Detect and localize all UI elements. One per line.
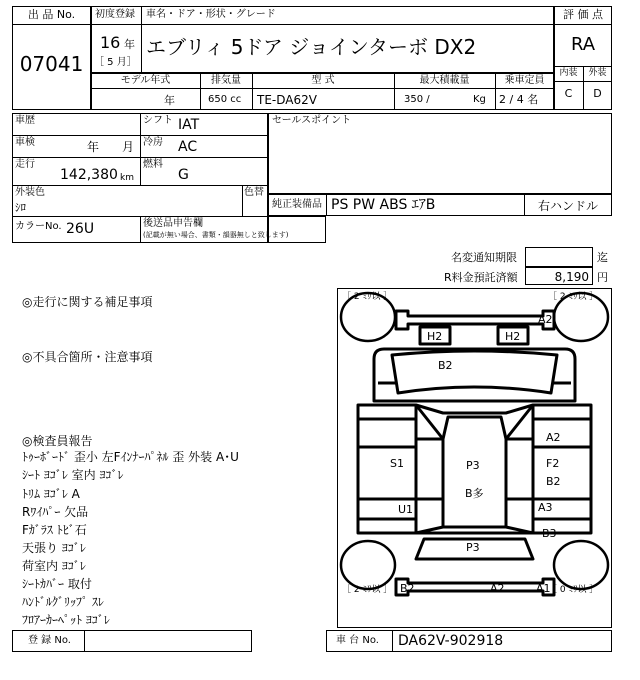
inspector-line: ﾄｩｰﾎﾞｰﾄﾞ 歪小 左Fｲﾝﾅｰﾊﾟﾈﾙ 歪 外装 A･U xyxy=(22,450,239,464)
damage-mark: B多 xyxy=(465,487,484,500)
displacement-label: 排気量 xyxy=(211,75,241,86)
inspector-line: 荷室内 ﾖｺﾞﾚ xyxy=(22,559,86,573)
damage-mark: F2 xyxy=(546,457,560,470)
max-load-unit: Kg xyxy=(473,94,486,105)
tire-depth-rear-left: ［ 2 ﾐﾘ以 ］ xyxy=(342,585,393,595)
car-diagram-drawing xyxy=(338,289,611,627)
model-code-label: 型 式 xyxy=(311,75,335,86)
year-label: 年 xyxy=(124,38,135,51)
first-registration-year: 16 xyxy=(100,33,121,52)
exterior-color-label: 外装色 xyxy=(15,187,45,198)
car-diagram xyxy=(337,288,612,628)
interior-grade: C xyxy=(564,87,573,100)
selling-point-label: セールスポイント xyxy=(272,115,352,126)
damage-mark: P3 xyxy=(466,459,480,472)
max-load-label: 最大積載量 xyxy=(419,75,470,86)
model-year-unit: 年 xyxy=(164,94,175,107)
tire-depth-rear-right: ［ 0 ﾐﾘ以 ］ xyxy=(548,585,599,595)
exterior-label: 外装 xyxy=(588,68,607,78)
tire-depth-front-left: ［ 2 ﾐﾘ以 ］ xyxy=(342,292,393,302)
car-name-label: 車名・ドア・形状・グレード xyxy=(146,9,276,20)
damage-mark: A2 xyxy=(546,431,561,444)
equipment-value: PS PW ABS ｴｱB xyxy=(331,197,436,213)
equipment-label: 純正装備品 xyxy=(272,199,322,210)
damage-mark: H2 xyxy=(427,330,443,343)
damage-mark: U1 xyxy=(398,503,414,516)
fuel-value: G xyxy=(178,167,189,183)
damage-mark: B2 xyxy=(400,582,415,595)
fuel-label: 燃料 xyxy=(143,159,163,170)
color-number: 26U xyxy=(66,221,95,237)
shift-value: IAT xyxy=(178,117,200,133)
damage-mark: P3 xyxy=(466,541,480,554)
first-registration-label: 初度登録 xyxy=(95,9,135,20)
inspector-line: Fｶﾞﾗｽ ﾄﾋﾞ石 xyxy=(22,523,87,537)
ac-value: AC xyxy=(178,139,198,155)
ac-label: 冷房 xyxy=(143,137,163,148)
recycle-amount: 8,190 xyxy=(554,270,589,284)
blank-cell xyxy=(268,216,326,243)
model-code: TE-DA62V xyxy=(257,93,317,107)
damage-mark: B2 xyxy=(546,475,561,488)
driving-notes-title: ◎走行に関する補足事項 xyxy=(22,295,153,309)
inspection-month: 月 xyxy=(122,140,135,154)
color-number-label: カラーNo. xyxy=(15,221,62,232)
inspector-line: ﾄﾘﾑ ﾖｺﾞﾚ A xyxy=(22,487,80,501)
mileage-label: 走行 xyxy=(15,159,35,170)
inspector-report-title: ◎検査員報告 xyxy=(22,434,93,448)
inspection-label: 車検 xyxy=(15,137,35,148)
mileage-unit: km xyxy=(120,173,134,183)
recycle-label: R料金預託済額 xyxy=(444,271,518,284)
inspector-line: Rﾜｲﾊﾟｰ 欠品 xyxy=(22,505,89,519)
lot-number: 07041 xyxy=(19,52,84,76)
damage-mark: A1 xyxy=(536,582,551,595)
yen-label: 円 xyxy=(597,271,608,284)
interior-label: 内装 xyxy=(559,68,578,78)
history-label: 車歴 xyxy=(15,115,35,126)
damage-mark: A2 xyxy=(490,582,505,595)
name-change-box xyxy=(525,247,593,267)
color-change-label: 色替 xyxy=(244,187,264,198)
damage-mark: S1 xyxy=(390,457,404,470)
inspector-line: ｼｰﾄｶﾊﾞｰ 取付 xyxy=(22,577,92,591)
grade-label: 評 価 点 xyxy=(563,8,603,21)
displacement: 650 cc xyxy=(208,94,242,105)
after-sale-label: 後送品申告欄 xyxy=(143,218,203,229)
damage-mark: A3 xyxy=(538,501,553,514)
capacity: 2 / 4 名 xyxy=(499,93,539,106)
name-change-suffix: 迄 xyxy=(597,251,608,264)
damage-mark: A2 xyxy=(538,313,553,326)
model-year-label: モデル年式 xyxy=(120,75,171,86)
defects-title: ◎不具合箇所・注意事項 xyxy=(22,350,153,364)
max-load: 350 / xyxy=(404,94,430,105)
exterior-color: ｼﾛ xyxy=(15,201,26,214)
first-registration-month: ［ 5 月］ xyxy=(94,57,137,68)
inspector-line: ﾌﾛｱｰｶｰﾍﾟｯﾄ ﾖｺﾞﾚ xyxy=(22,613,110,627)
name-change-label: 名変通知期限 xyxy=(451,251,517,264)
overall-grade: RA xyxy=(570,34,596,55)
chassis-number: DA62V-902918 xyxy=(398,633,504,649)
inspector-line: ｼｰﾄ ﾖｺﾞﾚ 室内 ﾖｺﾞﾚ xyxy=(22,468,124,482)
inspector-line: ﾊﾝﾄﾞﾙｸﾞﾘｯﾌﾟ ｽﾚ xyxy=(22,595,104,609)
tire-depth-front-right: ［ 2 ﾐﾘ以 ］ xyxy=(548,292,599,302)
lot-number-label: 出 品 No. xyxy=(27,8,76,21)
shift-label: シフト xyxy=(143,115,173,126)
damage-mark: H2 xyxy=(505,330,521,343)
inspection-year: 年 xyxy=(87,140,100,154)
steering-value: 右ハンドル xyxy=(537,199,598,213)
damage-mark: B2 xyxy=(438,359,453,372)
capacity-label: 乗車定員 xyxy=(504,75,545,86)
after-sale-note: (記載が無い場合、書類・韻器無しと致します) xyxy=(143,231,289,239)
registration-number-label: 登 録 No. xyxy=(28,635,71,646)
chassis-number-label: 車 台 No. xyxy=(336,635,379,646)
exterior-grade: D xyxy=(593,87,602,100)
inspector-line: 天張り ﾖｺﾞﾚ xyxy=(22,541,86,555)
car-name: エブリィ 5ドア ジョインターボ DX2 xyxy=(146,35,477,59)
mileage-value: 142,380 xyxy=(60,167,118,183)
damage-mark: B3 xyxy=(542,527,557,540)
